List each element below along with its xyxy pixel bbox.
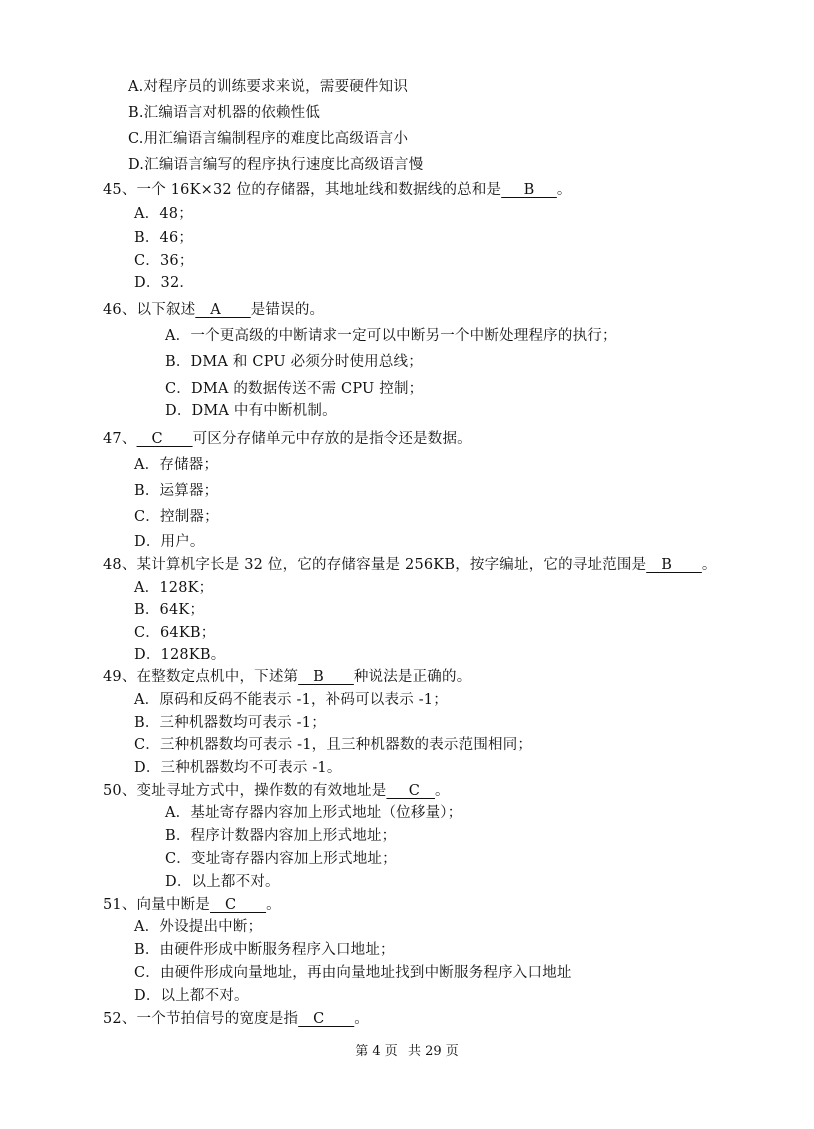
option-a: A．外设提出中断； [134, 919, 263, 935]
option-b: B．64K； [134, 602, 205, 618]
option-c: C．DMA 的数据传送不需 CPU 控制； [165, 381, 424, 397]
option-c: C．64KB； [134, 625, 216, 641]
option-c: C．由硬件形成向量地址，再由向量地址找到中断服务程序入口地址 [134, 965, 572, 981]
option-b: B．46； [134, 230, 194, 246]
question-text: 50、变址寻址方式中，操作数的有效地址是 [103, 783, 387, 799]
question-text-end: 种说法是正确的。 [353, 669, 472, 685]
question-text: 49、在整数定点机中，下述第 [103, 669, 299, 685]
option-a: A．一个更高级的中断请求一定可以中断另一个中断处理程序的执行； [165, 328, 617, 344]
answer-blank: __C____ [136, 431, 193, 447]
option-d: D．用户。 [134, 534, 205, 550]
option-d: D．以上都不对。 [165, 874, 280, 890]
option-a: A．存储器； [134, 457, 219, 473]
answer-blank: ___B___ [501, 182, 557, 198]
answer-blank: __A____ [195, 302, 251, 318]
question-text: 47、 [103, 431, 137, 447]
question-text: 48、某计算机字长是 32 位，它的存储容量是 256KB，按字编址，它的寻址范围是 [103, 557, 647, 573]
option-c: C．控制器； [134, 509, 219, 525]
answer-blank: __B____ [298, 669, 354, 685]
page-total: 共 29 页 [407, 1044, 459, 1059]
question-45 [103, 181, 572, 199]
question-46 [103, 301, 324, 319]
page-footer [0, 1040, 814, 1059]
answer-blank: ___C__ [386, 783, 435, 799]
option-a: A．48； [134, 206, 193, 222]
answer-blank: __C____ [298, 1011, 355, 1027]
option-b: B．程序计数器内容加上形式地址； [165, 828, 397, 844]
question-text-end: 。 [354, 1011, 369, 1027]
option-b: B.汇编语言对机器的依赖性低 [128, 105, 321, 121]
option-c: C．三种机器数均可表示 -1，且三种机器数的表示范围相同； [134, 737, 533, 753]
answer-blank: __C____ [210, 897, 267, 913]
question-text-end: 。 [701, 557, 717, 573]
option-d: D．以上都不对。 [134, 988, 249, 1004]
question-47 [103, 430, 472, 448]
option-b: B．由硬件形成中断服务程序入口地址； [134, 942, 395, 958]
option-b: B．三种机器数均可表示 -1； [134, 715, 326, 731]
question-49 [103, 668, 471, 686]
question-text: 45、一个 16K×32 位的存储器，其地址线和数据线的总和是 [103, 182, 502, 198]
option-d: D．32． [134, 275, 195, 291]
option-c: C．36； [134, 253, 194, 269]
option-a: A．基址寄存器内容加上形式地址（位移量）； [165, 805, 463, 821]
question-text: 46、以下叙述 [103, 302, 196, 318]
question-text-end: 可区分存储单元中存放的是指令还是数据。 [192, 431, 472, 447]
page-number: 第 4 页 [355, 1044, 398, 1059]
question-text: 52、一个节拍信号的宽度是指 [103, 1011, 299, 1027]
question-48 [103, 556, 717, 574]
option-b: B．DMA 和 CPU 必须分时使用总线； [165, 354, 423, 370]
question-text-end: 是错误的。 [250, 302, 325, 318]
option-a: A.对程序员的训练要求来说，需要硬件知识 [128, 79, 409, 95]
option-d: D．三种机器数均不可表示 -1。 [134, 760, 342, 776]
option-b: B．运算器； [134, 483, 219, 499]
question-text-end: 。 [556, 182, 572, 198]
question-51 [103, 896, 281, 914]
option-a: A．原码和反码不能表示 -1，补码可以表示 -1； [134, 692, 448, 708]
option-d: D.汇编语言编写的程序执行速度比高级语言慢 [128, 157, 424, 173]
option-d: D．128KB。 [134, 647, 226, 663]
question-text: 51、向量中断是 [103, 897, 211, 913]
question-text-end: 。 [266, 897, 281, 913]
option-c: C.用汇编语言编制程序的难度比高级语言小 [128, 131, 409, 147]
option-d: D．DMA 中有中断机制。 [165, 403, 337, 419]
question-50 [103, 782, 450, 800]
option-a: A．128K； [134, 580, 214, 596]
answer-blank: __B____ [646, 557, 702, 573]
question-text-end: 。 [435, 783, 450, 799]
option-c: C．变址寄存器内容加上形式地址； [165, 851, 397, 867]
question-52 [103, 1010, 369, 1028]
